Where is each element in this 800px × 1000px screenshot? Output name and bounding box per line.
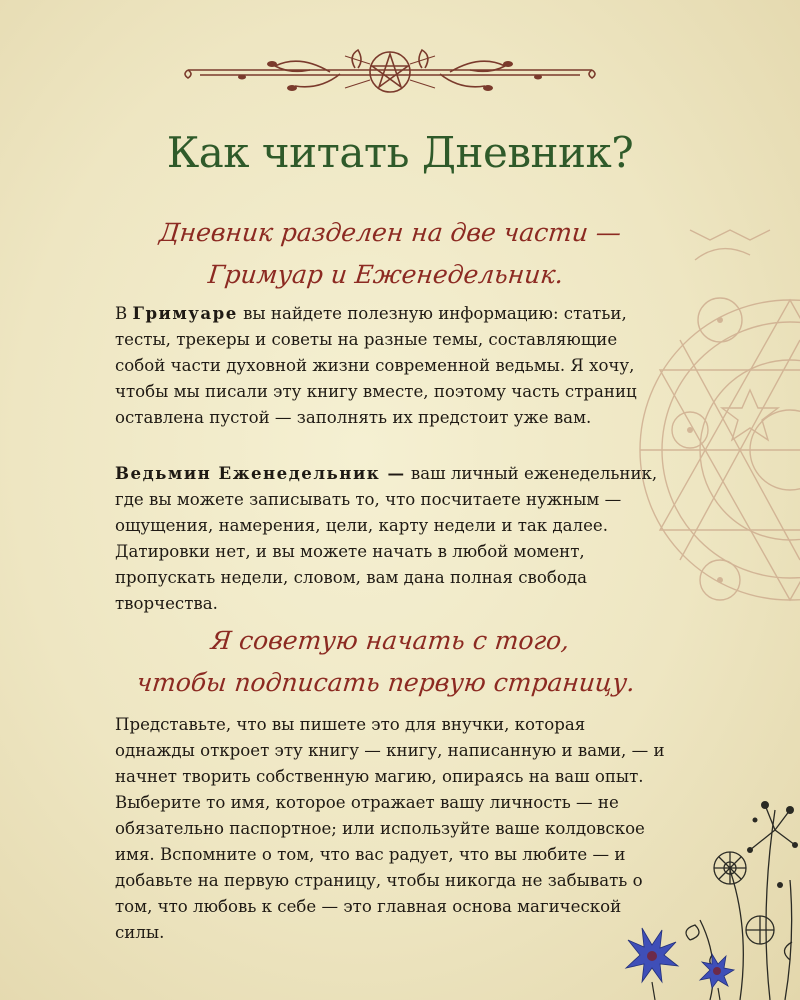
- subtitle-parts-line-1: Дневник разделен на две части —: [157, 218, 623, 247]
- weekly-term: Ведьмин Еженедельник —: [115, 463, 406, 483]
- paragraph-grimoire-prefix: В: [115, 304, 133, 323]
- wildflowers-illustration-icon: [600, 790, 800, 1000]
- page-title: Как читать Дневник?: [166, 128, 634, 177]
- paragraph-weekly-text: ваш личный еженедельник, где вы можете записывать то, что посчитаете нужным — ощущения, намерения, цели, карту недели и так далее. Датировки нет, и вы можете начать в любой момент, пропускать недели, словом, вам дана полная свобода творчества.: [115, 464, 658, 613]
- grimoire-term: Гримуаре: [132, 303, 238, 323]
- subtitle-advice-line-1: Я советую начать с того,: [209, 626, 571, 655]
- paragraph-signature: [115, 712, 667, 946]
- paragraph-grimoire-text: вы найдете полезную информацию: статьи, тесты, трекеры и советы на разные темы, составляющие собой части духовной жизни современной ведьмы. Я хочу, чтобы мы писали эту книгу вместе, поэтому часть страниц оставлена пустой — заполнять их предстоит уже вам.: [115, 304, 637, 427]
- paragraph-grimoire: [115, 300, 667, 431]
- subtitle-advice: [0, 620, 780, 704]
- subtitle-parts: [0, 212, 780, 296]
- paragraph-weekly: [115, 460, 667, 617]
- pentagram-ornament-icon: [180, 44, 600, 104]
- subtitle-parts-line-2: Гримуар и Еженедельник.: [206, 260, 565, 289]
- paragraph-signature-text: Представьте, что вы пишете это для внучки, которая однажды откроет эту книгу — книгу, написанную и вами, — и начнет творить собственную магию, опираясь на ваш опыт. Выберите то имя, которое отражает вашу личность — не обязательно паспортное; или используйте ваше колдовское имя. Вспомните о том, что вас радует, что вы любите — и добавьте на первую страницу, чтобы никогда не забывать о том, что любовь к себе — это главная основа магической силы.: [115, 715, 665, 942]
- subtitle-advice-line-2: чтобы подписать первую страницу.: [135, 668, 637, 697]
